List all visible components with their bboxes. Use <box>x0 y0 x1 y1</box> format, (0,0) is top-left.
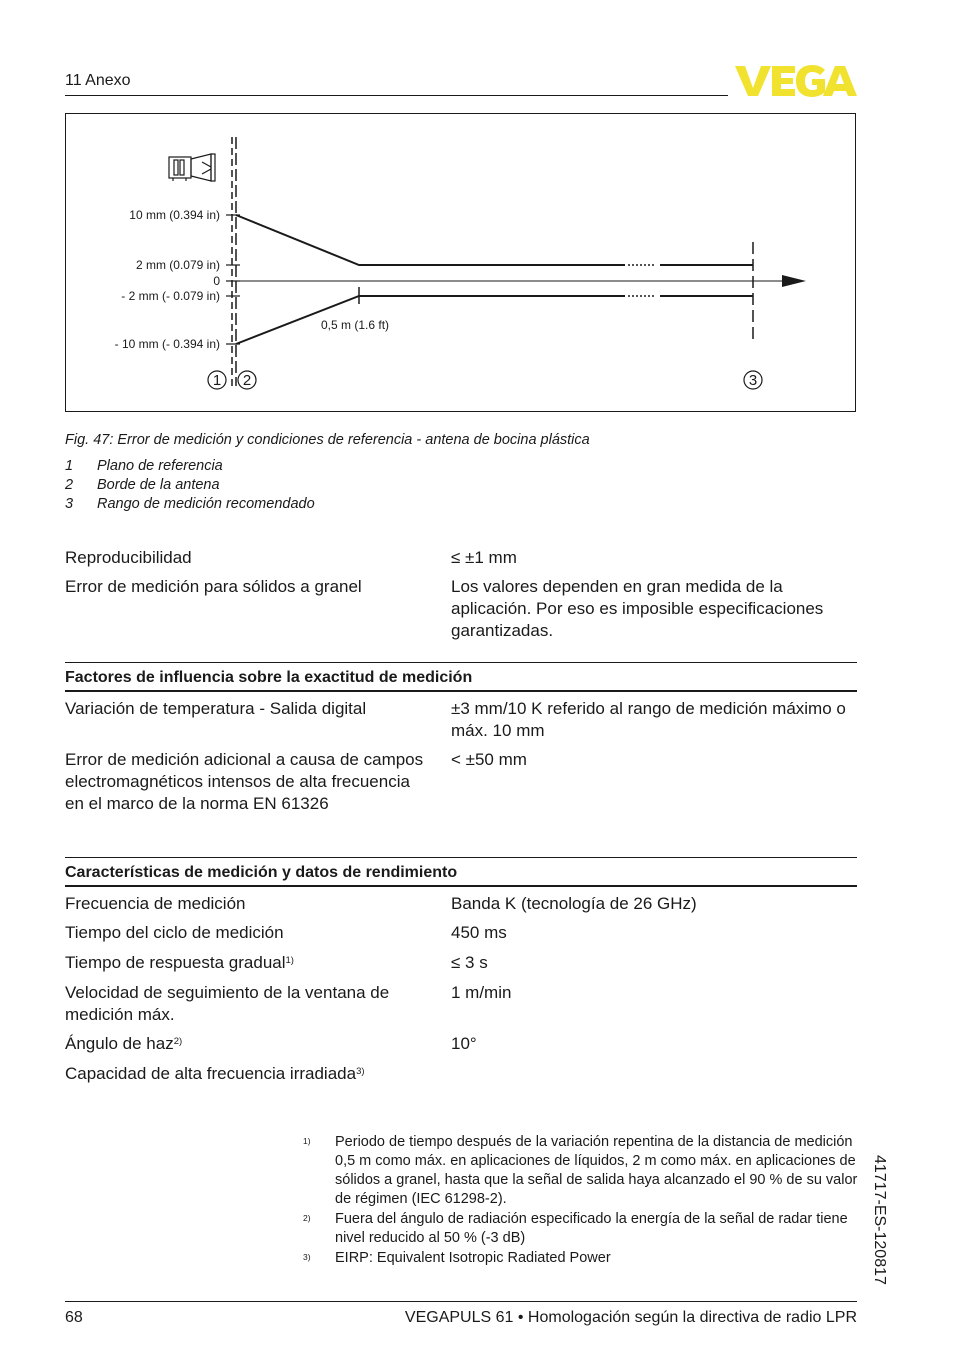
svg-text:3: 3 <box>748 372 758 389</box>
measurement-error-diagram <box>66 114 855 411</box>
marker-1 <box>208 371 226 389</box>
section-rule <box>65 690 857 692</box>
axis-arrow <box>782 275 806 287</box>
label-distance: 0,5 m (1.6 ft) <box>321 318 390 332</box>
upper-error-line <box>236 215 625 265</box>
legend-item: 1 Plano de referencia <box>65 458 223 474</box>
section-title-influence: Factores de influencia sobre la exactitud de medición <box>65 669 473 686</box>
footnote-ref[interactable]: 1) <box>285 955 294 966</box>
horn-antenna-icon <box>169 154 215 181</box>
label-minus10: - 10 mm (- 0.394 in) <box>114 337 220 351</box>
label-zero: 0 <box>213 274 220 288</box>
section-header: 11 Anexo <box>65 72 131 89</box>
section-rule <box>65 857 857 858</box>
header-rule <box>65 95 728 96</box>
marker-3 <box>744 371 762 389</box>
label-plus10: 10 mm (0.394 in) <box>129 208 220 222</box>
footnote-ref[interactable]: 2) <box>173 1036 183 1047</box>
document-code: 41717-ES-120817 <box>871 1155 888 1285</box>
section-rule <box>65 662 857 663</box>
legend-item: 3 Rango de medición recomendado <box>65 496 315 512</box>
page-number: 68 <box>65 1309 83 1326</box>
label-minus2: - 2 mm (- 0.079 in) <box>121 289 220 303</box>
section-title-performance: Características de medición y datos de rendimiento <box>65 864 458 881</box>
footnote-ref[interactable]: 3) <box>356 1066 365 1077</box>
svg-text:1: 1 <box>212 372 222 389</box>
svg-text:2: 2 <box>242 372 252 389</box>
section-rule <box>65 885 857 887</box>
figure-frame <box>65 113 856 412</box>
legend-item: 2 Borde de la antena <box>65 477 220 493</box>
footer-rule <box>65 1301 857 1302</box>
figure-caption: Fig. 47: Error de medición y condiciones de referencia - antena de bocina plástica <box>65 432 590 448</box>
vega-logo <box>735 62 857 100</box>
lower-error-line <box>236 296 625 344</box>
label-plus2: 2 mm (0.079 in) <box>135 258 220 272</box>
marker-2 <box>238 371 256 389</box>
footer-title: VEGAPULS 61 • Homologación según la directiva de radio LPR <box>404 1309 857 1326</box>
